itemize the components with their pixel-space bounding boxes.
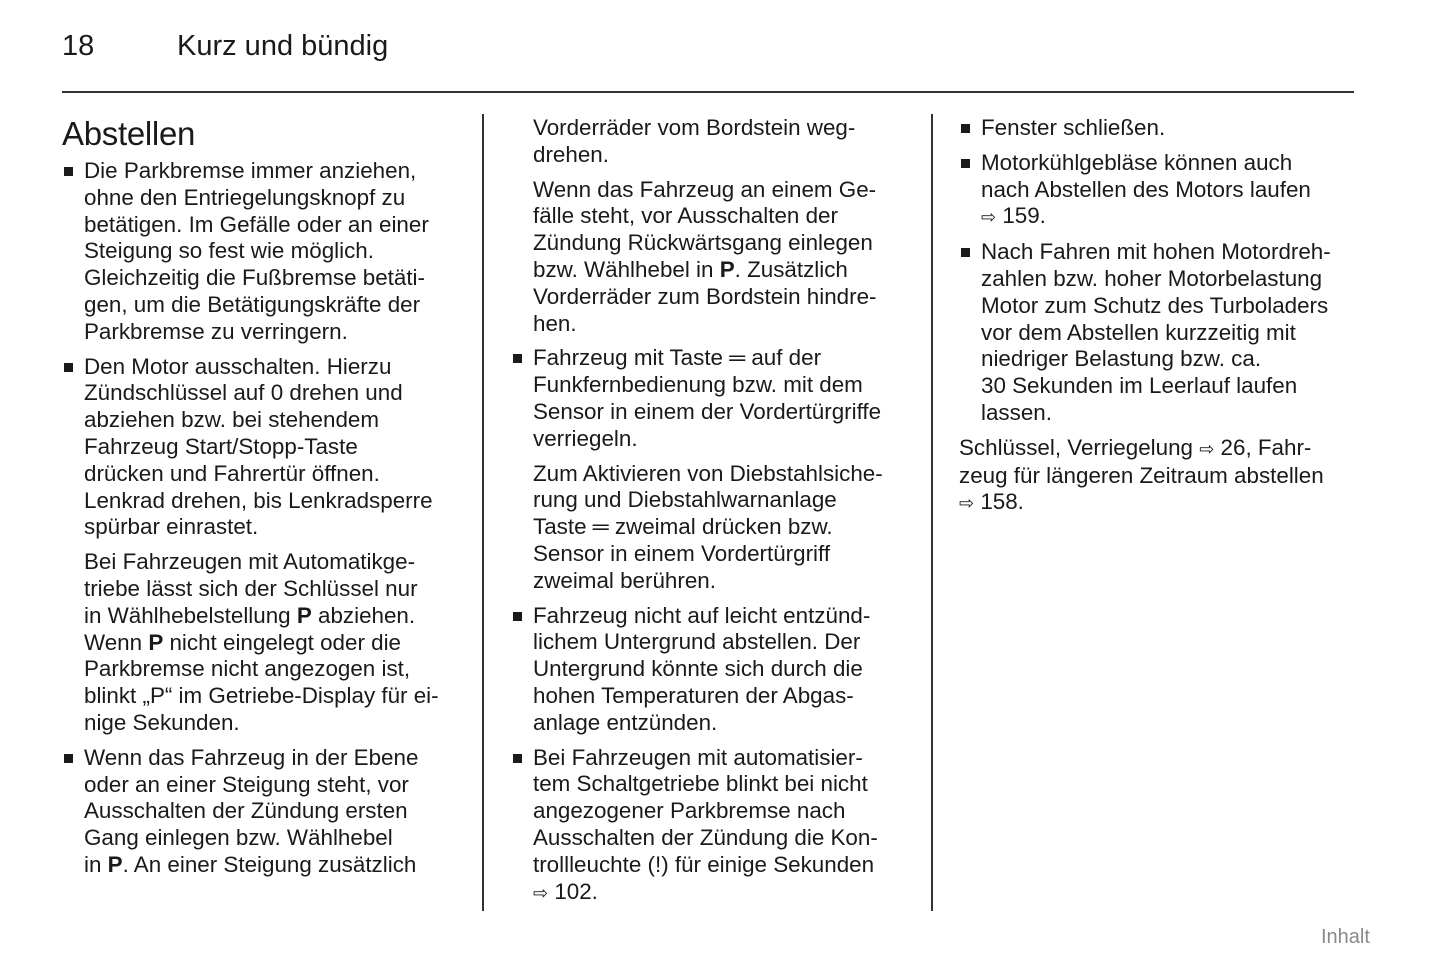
cross-references (959, 435, 1359, 517)
sub-paragraph (62, 549, 462, 737)
text-line: Vorderräder zum Bordstein hindre- (533, 283, 877, 309)
gear-p: P (719, 256, 735, 282)
text: nicht eingelegt oder die (163, 629, 402, 655)
gear-p: P (296, 602, 312, 628)
text-line: hen. (533, 310, 577, 336)
text-line: hohen Temperaturen der Abgas- (533, 682, 854, 708)
page-reference-link[interactable] (981, 203, 1359, 231)
text-line: verriegeln. (533, 425, 638, 451)
column-2 (511, 115, 911, 914)
text-line (84, 603, 462, 630)
arrow-right-icon: ⇨ (533, 882, 549, 903)
page-reference-link[interactable] (533, 879, 911, 907)
text: Wenn (84, 629, 149, 655)
text-line: Nach Fahren mit hohen Motordreh- (981, 239, 1331, 265)
text: 26, Fahr- (1214, 434, 1312, 460)
bullet-icon (64, 754, 73, 763)
text-line: Steigung so fest wie möglich. (84, 238, 374, 264)
text-line: Bei Fahrzeugen mit Automatikge- (84, 549, 416, 575)
text-line: oder an einer Steigung steht, vor (84, 771, 409, 797)
text-line (533, 257, 911, 284)
text-line: Bei Fahrzeugen mit automatisier- (533, 744, 863, 770)
text-line: drücken und Fahrertür öffnen. (84, 460, 380, 486)
page-number: 18 (62, 30, 95, 62)
column-divider (931, 114, 933, 911)
text-line: Motorkühlgebläse können auch (981, 149, 1293, 175)
text: 102. (548, 878, 598, 904)
text-line: blinkt „P“ im Getriebe-Display für ei- (84, 683, 439, 709)
text-line: gen, um die Betätigungskräfte der (84, 291, 421, 317)
list-item (511, 603, 911, 737)
text: trollleuchte (533, 851, 648, 877)
text-line: Fenster schließen. (981, 115, 1166, 140)
list-item (959, 150, 1359, 231)
bullet-icon (961, 159, 970, 168)
text-line: fälle steht, vor Ausschalten der (533, 203, 838, 229)
text-line: Wenn das Fahrzeug an einem Ge- (533, 176, 877, 202)
text-line: angezogener Parkbremse nach (533, 798, 846, 824)
text-line: zahlen bzw. hoher Motorbelastung (981, 265, 1323, 291)
page-reference-link[interactable] (959, 489, 1359, 517)
text-line: tem Schaltgetriebe blinkt bei nicht (533, 771, 868, 797)
text: . An einer Steigung zusätzlich (122, 851, 417, 877)
text-line: niedriger Belastung bzw. ca. (981, 346, 1262, 372)
text: Taste (533, 514, 593, 540)
text-line: rung und Diebstahlwarnanlage (533, 487, 837, 513)
lock-key-icon: ═ (729, 345, 746, 371)
text-line (533, 852, 911, 879)
list-item (62, 354, 462, 542)
text-line: nige Sekunden. (84, 709, 240, 735)
text-line[interactable] (959, 435, 1359, 463)
bullet-icon (961, 124, 970, 133)
bullet-icon (64, 167, 73, 176)
arrow-right-icon: ⇨ (1199, 438, 1215, 459)
text: in (84, 851, 108, 877)
arrow-right-icon: ⇨ (981, 207, 997, 228)
text: bzw. Wählhebel in (533, 256, 720, 282)
text-line: drehen. (533, 141, 609, 167)
text-line: Fahrzeug Start/Stopp-Taste (84, 433, 358, 459)
text: zweimal drücken bzw. (608, 514, 833, 540)
text-line: anlage entzünden. (533, 709, 718, 735)
brake-warning-icon: (!) (647, 851, 669, 877)
text-line: Vorderräder vom Bordstein weg- (533, 115, 856, 140)
lock-key-icon: ═ (592, 514, 609, 540)
text: in Wählhebelstellung (84, 602, 297, 628)
text-line (533, 514, 911, 541)
text-line: Zum Aktivieren von Diebstahlsiche- (533, 460, 883, 486)
text-line: Sensor in einem Vordertürgriff (533, 540, 831, 566)
text-line: lichem Untergrund abstellen. Der (533, 629, 861, 655)
text-line: vor dem Abstellen kurzzeitig mit (981, 319, 1296, 345)
text-line: triebe lässt sich der Schlüssel nur (84, 575, 418, 601)
text-line: Parkbremse nicht angezogen ist, (84, 656, 411, 682)
header-rule (62, 91, 1354, 93)
list-item (62, 745, 462, 879)
column-divider (482, 114, 484, 911)
list-item (511, 345, 911, 452)
text-line: lassen. (981, 399, 1052, 425)
text-line: Parkbremse zu verringern. (84, 318, 348, 344)
text: 159. (996, 203, 1046, 229)
text: auf der (745, 345, 822, 371)
list-item (959, 239, 1359, 427)
column-3 (959, 115, 1359, 525)
text: abziehen. (311, 602, 416, 628)
text-line: Zündung Rückwärtsgang einlegen (533, 230, 873, 256)
gear-p: P (148, 629, 164, 655)
text: für einige Sekunden (668, 851, 875, 877)
arrow-right-icon: ⇨ (959, 493, 975, 514)
text: . Zusätzlich (734, 256, 848, 282)
text-line: Ausschalten der Zündung ersten (84, 798, 408, 824)
text-line: Den Motor ausschalten. Hierzu (84, 353, 392, 379)
column-1 (62, 114, 462, 887)
sub-paragraph (511, 177, 911, 338)
text-line: betätigen. Im Gefälle oder an einer (84, 211, 429, 237)
text-line: Sensor in einem der Vordertürgriffe (533, 398, 882, 424)
text-line: Motor zum Schutz des Turboladers (981, 292, 1329, 318)
text-line: ohne den Entriegelungsknopf zu (84, 184, 406, 210)
chapter-title: Kurz und bündig (177, 30, 389, 62)
bullet-icon (64, 363, 73, 372)
list-item (62, 158, 462, 346)
text-line (84, 630, 462, 657)
text: Schlüssel, Verriegelung (959, 434, 1200, 460)
text-line (84, 852, 462, 879)
list-item (959, 115, 1359, 142)
text-line: Zündschlüssel auf 0 drehen und (84, 380, 403, 406)
continued-text (511, 115, 911, 169)
bullet-icon (513, 754, 522, 763)
text-line: zeug für längeren Zeitraum abstellen (959, 462, 1324, 488)
bullet-icon (513, 612, 522, 621)
text: Fahrzeug mit Taste (533, 345, 730, 371)
contents-link[interactable]: Inhalt (1321, 926, 1370, 948)
text-line: Ausschalten der Zündung die Kon- (533, 824, 878, 850)
text-line: 30 Sekunden im Leerlauf laufen (981, 373, 1298, 399)
text-line: abziehen bzw. bei stehendem (84, 407, 380, 433)
sub-paragraph (511, 461, 911, 595)
text-line: Gang einlegen bzw. Wählhebel (84, 825, 393, 851)
bullet-icon (961, 248, 970, 257)
text-line: nach Abstellen des Motors laufen (981, 176, 1311, 202)
text-line: Die Parkbremse immer anziehen, (84, 158, 417, 183)
text-line: zweimal berühren. (533, 567, 716, 593)
text-line: Untergrund könnte sich durch die (533, 656, 863, 682)
text-line (533, 345, 911, 372)
text-line: Gleichzeitig die Fußbremse betäti- (84, 265, 425, 291)
text-line: spürbar einrastet. (84, 514, 259, 540)
bullet-icon (513, 354, 522, 363)
gear-p: P (107, 851, 123, 877)
text: 158. (974, 489, 1024, 515)
text-line: Wenn das Fahrzeug in der Ebene (84, 744, 419, 770)
text-line: Fahrzeug nicht auf leicht entzünd- (533, 602, 871, 628)
section-title: Abstellen (62, 115, 196, 152)
text-line: Funkfernbedienung bzw. mit dem (533, 372, 863, 398)
list-item (511, 745, 911, 907)
text-line: Lenkrad drehen, bis Lenkradsperre (84, 487, 433, 513)
